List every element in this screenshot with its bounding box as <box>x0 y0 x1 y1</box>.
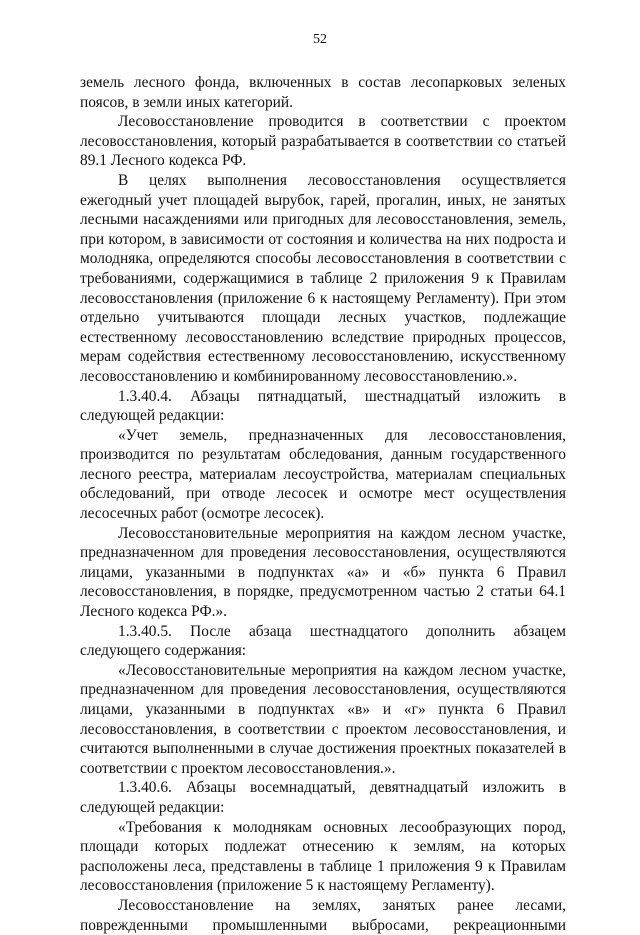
paragraph-clause-1-3-40-6: 1.3.40.6. Абзацы восемнадцатый, девятнадцатый изложить в следующей редакции: <box>80 779 566 816</box>
paragraph-measures-a-b: Лесовосстановительные мероприятия на каждом лесном участке, предназначенном для проведения лесовосстановления, осуществляются лицами, указанными в подпунктах «а» и «б» пункта 6 Правил лесовосстановления, в порядке, предусмотренном частью 2 статьи 64.1 Лесного кодекса РФ.». <box>80 524 566 621</box>
paragraph-damaged-forests: Лесовосстановление на землях, занятых ранее лесами, поврежденными промышленными выбросами, рекреационными <box>80 896 566 934</box>
page-number: 52 <box>313 32 327 47</box>
paragraph-clause-1-3-40-4: 1.3.40.4. Абзацы пятнадцатый, шестнадцатый изложить в следующей редакции: <box>80 387 566 425</box>
document-body <box>80 73 566 935</box>
paragraph-young-stand-requirements: «Требования к молоднякам основных лесообразующих пород, площади которых подлежат отнесению к землям, на которых расположены леса, представлены в таблице 1 приложения 9 к Правилам лесовосстановления (приложение 5 к настоящему Регламенту). <box>80 818 566 895</box>
paragraph-clause-1-3-40-5: 1.3.40.5. После абзаца шестнадцатого дополнить абзацем следующего содержания: <box>80 622 566 660</box>
paragraph-continuation: земель лесного фонда, включенных в состав лесопарковых зеленых поясов, в земли иных категорий. <box>80 74 566 111</box>
paragraph-reforestation-project: Лесовосстановление проводится в соответствии с проектом лесовосстановления, который разрабатывается в соответствии со статьей 89.1 Лесного кодекса РФ. <box>80 113 566 170</box>
paragraph-annual-accounting: В целях выполнения лесовосстановления осуществляется ежегодный учет площадей вырубок, гарей, прогалин, иных, не занятых лесными насаждениями или пригодных для лесовосстановления, земель, при котором, в зависимости от состояния и количества на них подроста и молодняка, определяются способы лесовосстановления в соответствии с требованиями, содержащимися в таблице 2 приложения 9 к Правилам лесовосстановления (приложение 6 к настоящему Регламенту). При этом отдельно учитываются площади лесных участков, подлежащие естественному лесовосстановлению вследствие природных процессов, мерам содействия естественному лесовосстановлению, искусственному лесовосстановлению и комбинированному лесовосстановлению.». <box>80 171 566 385</box>
paragraph-measures-v-g: «Лесовосстановительные мероприятия на каждом лесном участке, предназначенном для проведения лесовосстановления, осуществляются лицами, указанными в подпунктах «в» и «г» пункта 6 Правил лесовосстановления, в соответствии с проектом лесовосстановления, и считаются выполненными в случае достижения проектных показателей в соответствии с проектом лесовосстановления.». <box>80 661 566 777</box>
paragraph-land-accounting: «Учет земель, предназначенных для лесовосстановления, производится по результатам обследования, данным государственного лесного реестра, материалам лесоустройства, материалам специальных обследований, при отводе лесосек и осмотре мест осуществления лесосечных работ (осмотре лесосек). <box>80 426 566 523</box>
